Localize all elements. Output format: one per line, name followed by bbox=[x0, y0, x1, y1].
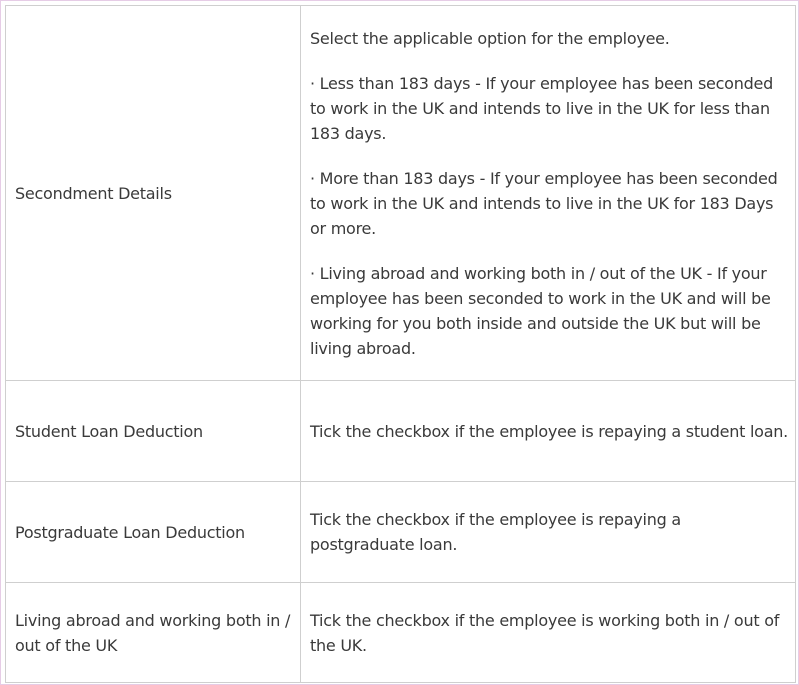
table-row bbox=[6, 482, 796, 583]
table-row bbox=[6, 583, 796, 683]
field-name: Student Loan Deduction bbox=[15, 421, 203, 441]
field-description-cell bbox=[301, 381, 796, 482]
table-row bbox=[6, 6, 796, 381]
option-living-abroad: · Living abroad and working both in / out of the UK - If your employee has been seconded to work in the UK and will be working for you both inside and outside the UK but will be living abroad. bbox=[310, 263, 771, 358]
field-description-cell bbox=[301, 482, 796, 583]
field-descriptions-table bbox=[5, 5, 796, 683]
field-description-cell bbox=[301, 583, 796, 683]
field-description-cell bbox=[301, 6, 796, 381]
field-name: Secondment Details bbox=[15, 183, 172, 203]
description-paragraph: Tick the checkbox if the employee is repaying a student loan. bbox=[310, 421, 788, 441]
field-name-cell bbox=[6, 381, 301, 482]
field-name: Living abroad and working both in / out of the UK bbox=[15, 610, 291, 655]
table-row bbox=[6, 381, 796, 482]
field-name-cell bbox=[6, 482, 301, 583]
description-paragraph: Tick the checkbox if the employee is working both in / out of the UK. bbox=[310, 610, 780, 655]
option-more-than-183-days: · More than 183 days - If your employee has been seconded to work in the UK and intends to live in the UK for 183 Days or more. bbox=[310, 168, 778, 238]
field-name: Postgraduate Loan Deduction bbox=[15, 522, 245, 542]
field-name-cell bbox=[6, 6, 301, 381]
option-less-than-183-days: · Less than 183 days - If your employee has been seconded to work in the UK and intends to live in the UK for less than 183 days. bbox=[310, 73, 773, 143]
description-paragraph: Tick the checkbox if the employee is repaying a postgraduate loan. bbox=[310, 510, 681, 554]
field-name-cell bbox=[6, 583, 301, 683]
description-paragraph: Select the applicable option for the employee. bbox=[310, 28, 670, 48]
